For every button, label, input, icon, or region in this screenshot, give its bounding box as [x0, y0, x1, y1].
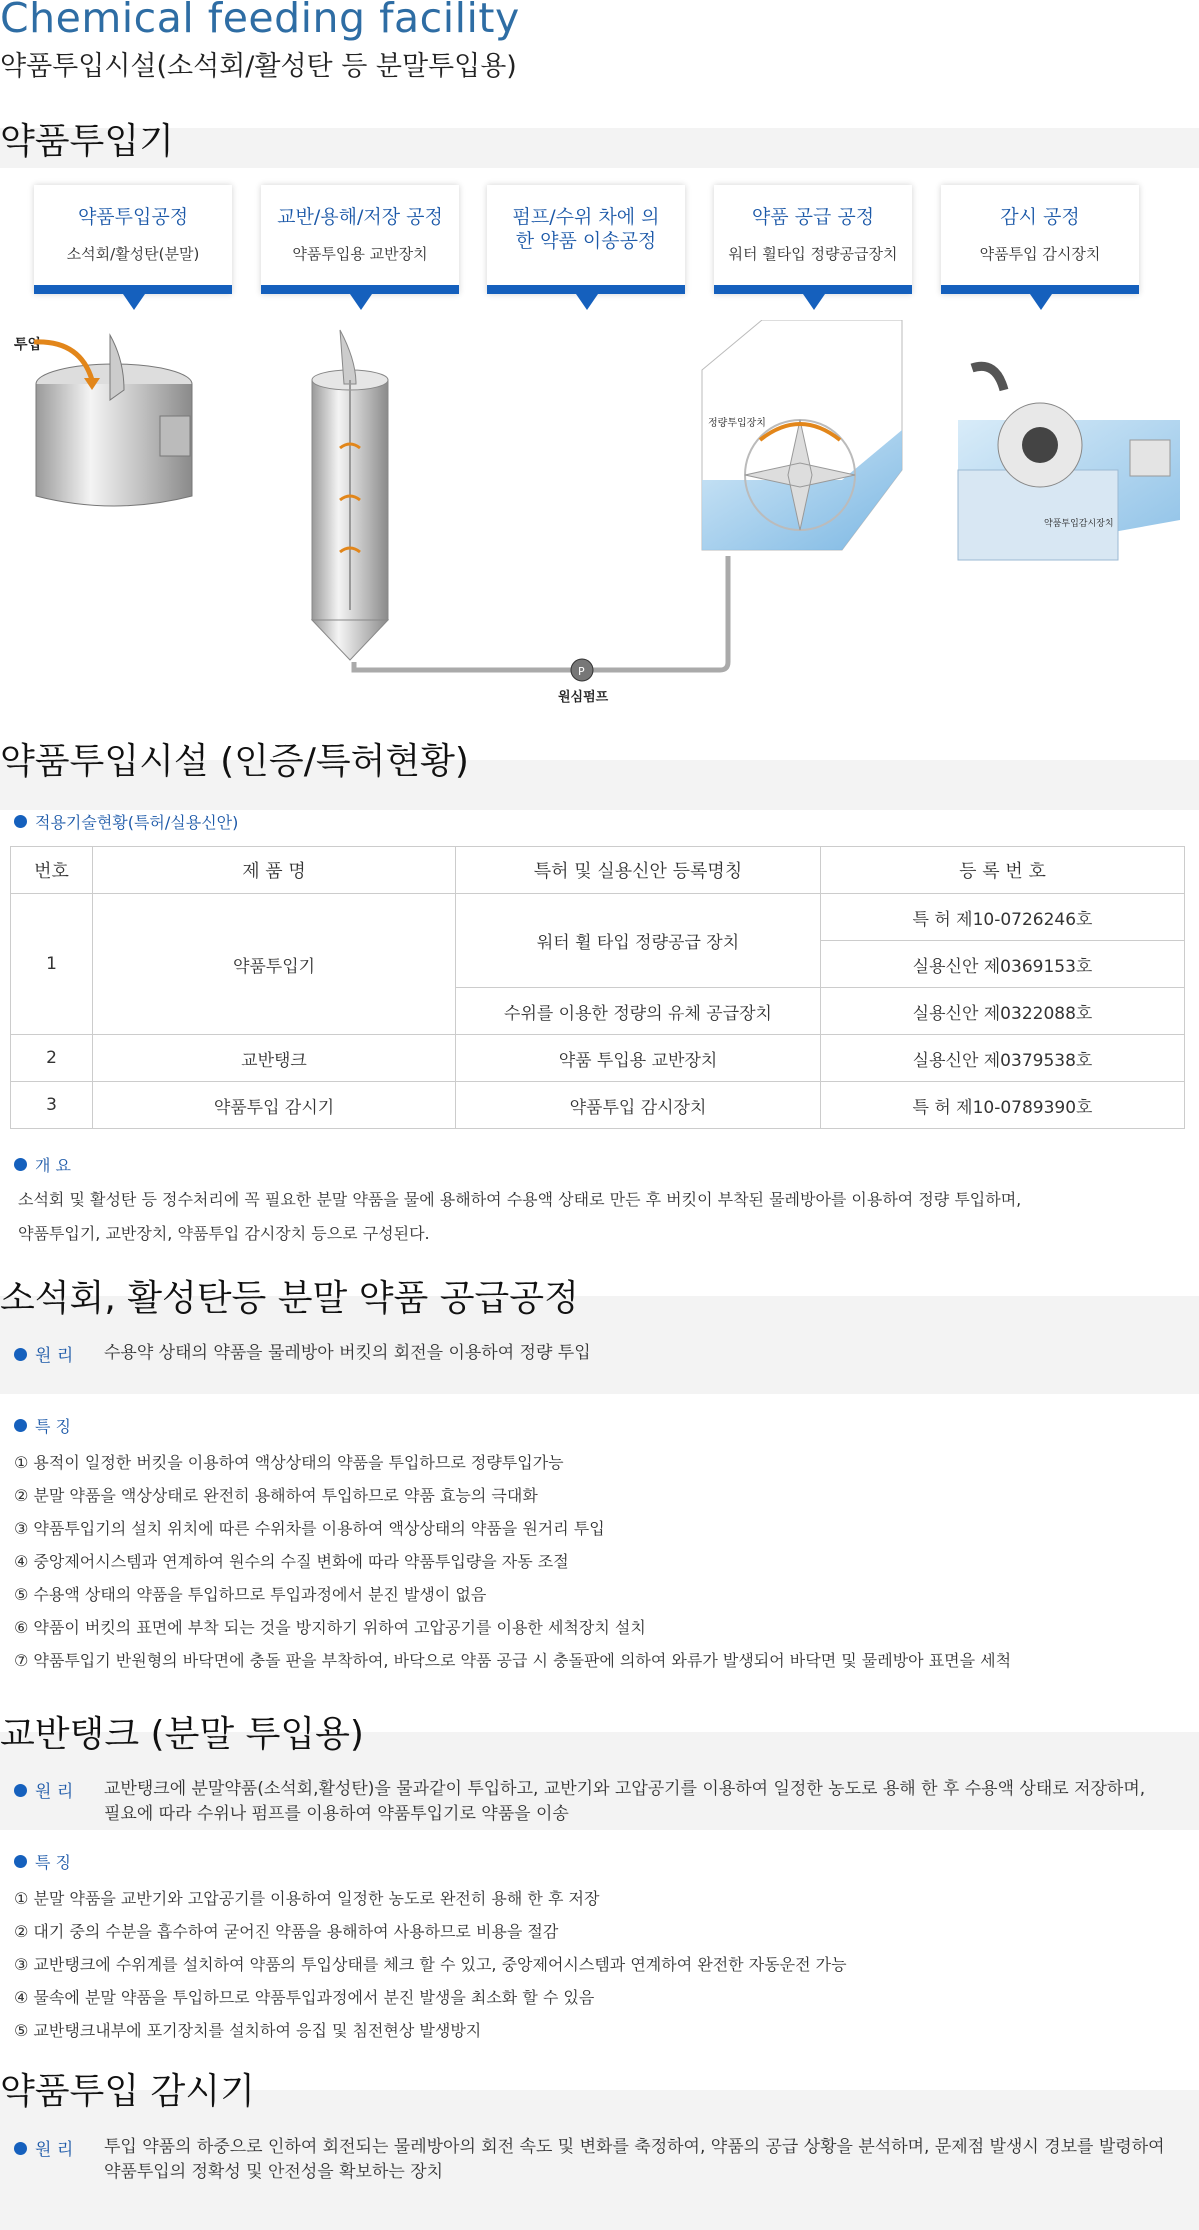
process-card-3 [487, 185, 685, 294]
pump-symbol: P [578, 665, 585, 678]
col-reg: 등 록 번 호 [821, 847, 1185, 894]
principle-line: 투입 약품의 하중으로 인하여 회전되는 물레방아의 회전 속도 및 변화를 축정하여, 약품의 공급 상황을 분석하며, 문제점 발생시 경보를 발령하여 [104, 2137, 1165, 2157]
card-arrow [576, 294, 598, 310]
cell-product: 약품투입 감시기 [93, 1082, 456, 1129]
cell-no: 1 [11, 894, 93, 1035]
input-label: 투입 [14, 337, 42, 353]
section-title-tank: 교반탱크 (분말 투입용) [0, 1714, 364, 1755]
bullet-dot [14, 1158, 27, 1171]
feature-item: ④ 물속에 분말 약품을 투입하므로 약품투입과정에서 분진 발생을 최소화 할 수 있음 [14, 1988, 595, 2007]
cell-name: 워터 휠 타입 정량공급 장치 [456, 894, 821, 988]
table-row [11, 1082, 1185, 1129]
mixing-tank-icon [312, 330, 388, 660]
cell-reg: 실용신안 제0369153호 [821, 941, 1185, 988]
section-title-feeder: 약품투입기 [0, 121, 174, 162]
col-name: 특허 및 실용신안 등록명칭 [456, 847, 821, 894]
cell-no: 3 [11, 1082, 93, 1129]
table-row [11, 1035, 1185, 1082]
feature-item: ② 대기 중의 수분을 흡수하여 굳어진 약품을 용해하여 사용하므로 비용을 절감 [14, 1922, 559, 1941]
monitor-device-icon [958, 366, 1180, 560]
principle-label-text: 원 리 [35, 2140, 74, 2160]
feature-item: ④ 중앙제어시스템과 연계하여 원수의 수질 변화에 따라 약품투입량을 자동 조절 [14, 1552, 569, 1571]
tank-principle-label [14, 1777, 73, 1802]
principle-label-text: 원 리 [35, 1346, 74, 1366]
cell-reg: 특 허 제10-0789390호 [821, 1082, 1185, 1129]
card-title: 감시 공정 [1000, 206, 1080, 228]
cell-reg: 특 허 제10-0726246호 [821, 894, 1185, 941]
supply-principle-label [14, 1341, 73, 1366]
card-sub: 소석회/활성탄(분말) [66, 245, 200, 263]
pipeline-icon [354, 556, 728, 705]
water-wheel-icon [702, 320, 902, 550]
process-card-2 [261, 185, 459, 294]
card-arrow [350, 294, 372, 310]
section-title-monitor: 약품투입 감시기 [0, 2071, 255, 2112]
cell-reg: 실용신안 제0322088호 [821, 988, 1185, 1035]
monitor-principle-text [104, 2135, 1165, 2185]
table-header-row [11, 847, 1185, 894]
card-title: 약품투입공정 [77, 206, 189, 228]
supply-feature-list [14, 1446, 1011, 1677]
card-arrow [1030, 294, 1052, 310]
cell-name: 수위를 이용한 정량의 유체 공급장치 [456, 988, 821, 1035]
patent-table [10, 846, 1185, 1129]
feeder-drum-icon [13, 335, 192, 506]
section-title-supply: 소석회, 활성탄등 분말 약품 공급공정 [0, 1278, 579, 1319]
principle-label-text: 원 리 [35, 1782, 74, 1802]
overview-line: 소석회 및 활성탄 등 정수처리에 꼭 필요한 분말 약품을 물에 용해하여 수용액 상태로 만든 후 버킷이 부착된 물레방아를 이용하여 정량 투입하며, [18, 1190, 1022, 1209]
process-diagram [0, 320, 1199, 720]
overview-heading [14, 1153, 71, 1176]
bullet-dot [14, 2142, 27, 2155]
cell-name: 약품투입 감시장치 [456, 1082, 821, 1129]
bullet-dot [14, 1784, 27, 1797]
monitor-principle-label [14, 2135, 73, 2160]
overview-heading-text: 개 요 [35, 1156, 71, 1175]
cell-reg: 실용신안 제0379538호 [821, 1035, 1185, 1082]
feature-item: ⑥ 약품이 버킷의 표면에 부착 되는 것을 방지하기 위하여 고압공기를 이용한 세척장치 설치 [14, 1618, 646, 1637]
feature-label-text: 특 징 [35, 1417, 71, 1436]
tank-feature-heading [14, 1850, 71, 1873]
feature-item: ③ 교반탱크에 수위계를 설치하여 약품의 투입상태를 체크 할 수 있고, 중앙제어시스템과 연계하여 완전한 자동운전 가능 [14, 1955, 847, 1974]
bullet-dot [14, 1348, 27, 1361]
cell-product: 약품투입기 [93, 894, 456, 1035]
principle-line: 교반탱크에 분말약품(소석회,활성탄)을 물과같이 투입하고, 교반기와 고압공기를 이용하여 일정한 농도로 용해 한 후 수용액 상태로 저장하며, [104, 1779, 1146, 1799]
bullet-dot [14, 1419, 27, 1432]
feature-item: ① 용적이 일정한 버킷을 이용하여 액상상태의 약품을 투입하므로 정량투입가능 [14, 1453, 564, 1472]
tank-principle-text [104, 1777, 1145, 1827]
overview-line: 약품투입기, 교반장치, 약품투입 감시장치 등으로 구성된다. [18, 1224, 430, 1243]
principle-line: 필요에 따라 수위나 펌프를 이용하여 약품투입기로 약품을 이송 [104, 1804, 569, 1824]
bullet-dot [14, 815, 27, 828]
card-title: 펌프/수위 차에 의한 약품 이송공정 [512, 206, 660, 252]
feature-item: ③ 약품투입기의 설치 위치에 따른 수위차를 이용하여 액상상태의 약품을 원거리 투입 [14, 1519, 605, 1538]
principle-line: 약품투입의 정확성 및 안전성을 확보하는 장치 [104, 2162, 444, 2182]
card-sub: 약품투입용 교반장치 [292, 245, 428, 263]
col-product: 제 품 명 [93, 847, 456, 894]
col-no: 번호 [11, 847, 93, 894]
feature-label-text: 특 징 [35, 1853, 71, 1872]
card-arrow [123, 294, 145, 310]
section-band [0, 128, 1199, 168]
supply-principle-text: 수용약 상태의 약품을 물레방아 버킷의 회전을 이용하여 정량 투입 [104, 1343, 591, 1363]
process-card-1 [34, 185, 232, 294]
feature-item: ⑤ 교반탱크내부에 포기장치를 설치하여 응집 및 침전현상 발생방지 [14, 2021, 482, 2040]
card-arrow [803, 294, 825, 310]
cell-name: 약품 투입용 교반장치 [456, 1035, 821, 1082]
pump-label: 원심펌프 [558, 690, 609, 705]
table-row [11, 894, 1185, 941]
patent-subheading-text: 적용기술현황(특허/실용신안) [35, 813, 239, 832]
cell-no: 2 [11, 1035, 93, 1082]
feature-item: ② 분말 약품을 액상상태로 완전히 용해하여 투입하므로 약품 효능의 극대화 [14, 1486, 538, 1505]
tank-feature-list [14, 1882, 847, 2047]
card-sub: 워터 휠타입 정량공급장치 [728, 245, 898, 263]
process-card-5 [941, 185, 1139, 294]
page-title-en: Chemical feeding facility [0, 0, 520, 42]
overview-text [18, 1183, 1021, 1251]
process-card-4 [714, 185, 912, 294]
feature-item: ① 분말 약품을 교반기와 고압공기를 이용하여 일정한 농도로 완전히 용해 한 후 저장 [14, 1889, 600, 1908]
bullet-dot [14, 1855, 27, 1868]
monitor-label: 약품투입감시장치 [1044, 519, 1114, 529]
card-title: 약품 공급 공정 [751, 206, 875, 228]
feature-item: ⑦ 약품투입기 반원형의 바닥면에 충돌 판을 부착하여, 바닥으로 약품 공급 시 충돌판에 의하여 와류가 발생되어 바닥면 및 물레방아 표면을 세척 [14, 1651, 1012, 1670]
supply-feature-heading [14, 1414, 71, 1437]
page-subtitle-ko: 약품투입시설(소석회/활성탄 등 분말투입용) [0, 51, 517, 82]
cell-product: 교반탱크 [93, 1035, 456, 1082]
patent-subheading [14, 810, 238, 833]
card-title: 교반/용해/저장 공정 [277, 206, 443, 228]
feature-item: ⑤ 수용액 상태의 약품을 투입하므로 투입과정에서 분진 발생이 없음 [14, 1585, 487, 1604]
section-title-patent: 약품투입시설 (인증/특허현황) [0, 741, 469, 782]
card-sub: 약품투입 감시장치 [979, 245, 1101, 263]
dosing-label: 정량투입장치 [708, 418, 766, 429]
